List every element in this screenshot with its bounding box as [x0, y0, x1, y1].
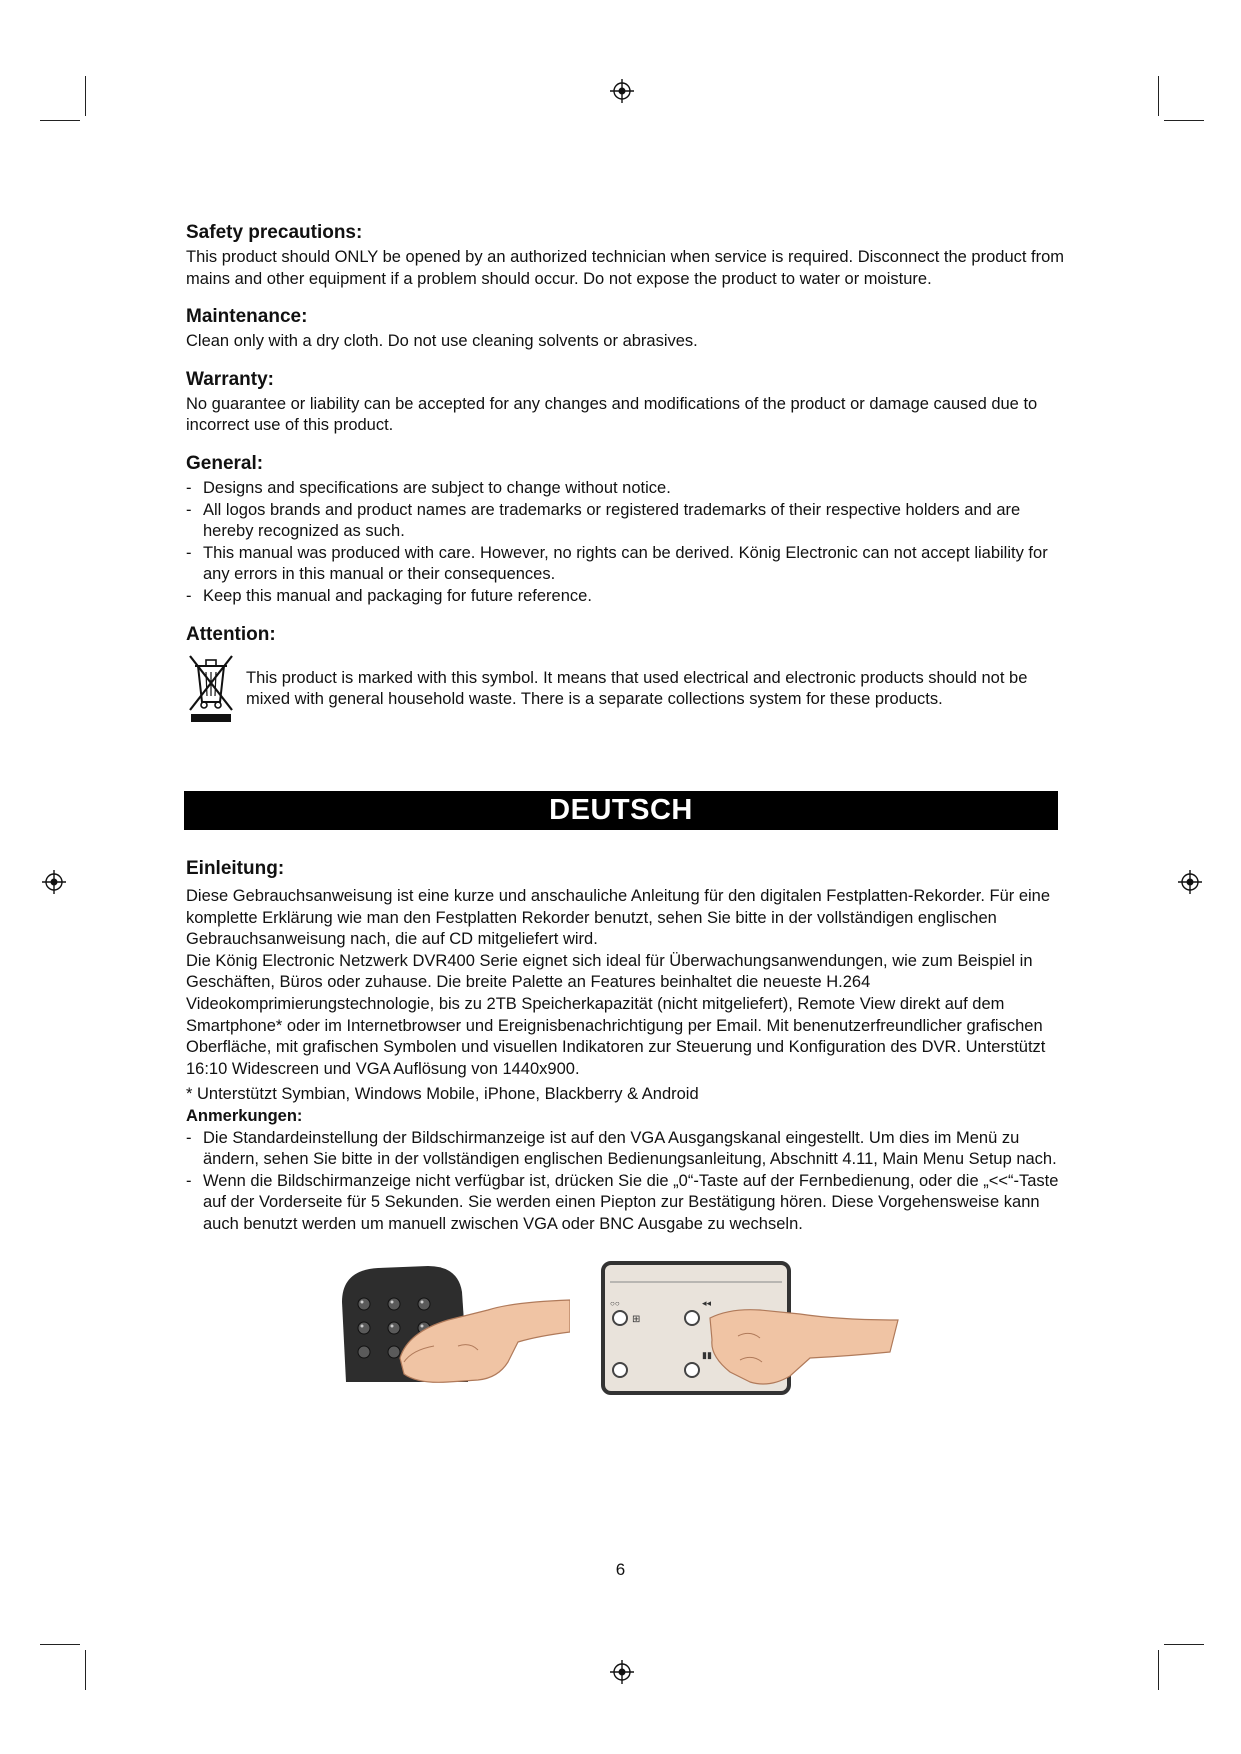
- german-section: [186, 858, 1066, 1236]
- language-banner: DEUTSCH: [184, 791, 1058, 830]
- attention-section: [186, 624, 1066, 724]
- list-item: - Wenn die Bildschirmanzeige nicht verfügbar ist, drücken Sie die „0“-Taste auf der Fernbedienung, oder die „<<“-Taste auf der Vorderseite für 5 Sekunden. Sie werden einen Piepton zur Bestätigung hören. Diese Vorgehensweise kann auch benutzt werden um manuell zwischen VGA oder BNC Ausgabe zu wechseln.: [186, 1171, 1066, 1236]
- registration-mark-icon: [1177, 869, 1203, 895]
- attention-row: [186, 654, 1066, 724]
- einleitung-para-1: Diese Gebrauchsanweisung ist eine kurze und anschauliche Anleitung für den digitalen Festplatten-Rekorder. Für eine komplette Erklärung wie man den Festplatten Rekorder benutzt, sehen Sie bitte in der vollständigen englischen Gebrauchsanweisung nach, die auf CD mitgeliefert wird.: [186, 887, 1051, 949]
- dvr-front-panel-photo: [600, 1260, 900, 1398]
- list-item: - Keep this manual and packaging for future reference.: [186, 586, 1066, 608]
- crop-mark: [40, 1644, 80, 1645]
- maintenance-section: [186, 306, 1066, 353]
- list-item: - Die Standardeinstellung der Bildschirmanzeige ist auf den VGA Ausgangskanal eingestellt. Um dies im Menü zu ändern, sehen Sie bitte in der vollständigen englischen Bedienungsanleitung, Abschnitt 4.11, Main Menu Setup nach.: [186, 1128, 1066, 1171]
- english-section: [186, 222, 1066, 740]
- svg-text:▮▮: ▮▮: [702, 1350, 712, 1360]
- crop-mark: [1158, 76, 1159, 116]
- remote-control-photo: [338, 1262, 570, 1392]
- crop-mark: [85, 76, 86, 116]
- crop-mark: [1164, 1644, 1204, 1645]
- warranty-heading: Warranty:: [186, 368, 274, 390]
- warranty-text: No guarantee or liability can be accepted for any changes and modifications of the product or damage caused due to incorrect use of this product.: [186, 394, 1038, 435]
- maintenance-heading: Maintenance:: [186, 306, 308, 328]
- page-number: 6: [615, 1560, 626, 1579]
- safety-heading: Safety precautions:: [186, 222, 363, 243]
- notes-list: [186, 1128, 1066, 1236]
- general-list: [186, 478, 1066, 608]
- einleitung-heading: Einleitung:: [186, 858, 285, 879]
- svg-text:○○: ○○: [610, 1299, 620, 1308]
- attention-text: This product is marked with this symbol. It means that used electrical and electronic products should not be mixed with general household waste. There is a separate collections system for these products.: [246, 668, 1028, 709]
- maintenance-text: Clean only with a dry cloth. Do not use cleaning solvents or abrasives.: [186, 332, 698, 351]
- list-item: - All logos brands and product names are trademarks or registered trademarks of their respective holders and are hereby recognized as such.: [186, 500, 1066, 543]
- crop-mark: [40, 120, 80, 121]
- crop-mark: [85, 1650, 86, 1690]
- safety-section: [186, 222, 1066, 290]
- crop-mark: [1158, 1650, 1159, 1690]
- footnote: * Unterstützt Symbian, Windows Mobile, iPhone, Blackberry & Android: [186, 1085, 699, 1104]
- crop-mark: [1164, 120, 1204, 121]
- general-heading: General:: [186, 452, 264, 474]
- general-section: [186, 453, 1066, 608]
- warranty-section: [186, 369, 1066, 437]
- safety-text: This product should ONLY be opened by an authorized technician when service is required. Disconnect the product from mains and other equipment if a problem should occur. Do not expose the product to water or moisture.: [186, 248, 1065, 288]
- svg-text:⊞: ⊞: [632, 1314, 641, 1325]
- list-item: - This manual was produced with care. However, no rights can be derived. König Electronic can not accept liability for any errors in this manual or their consequences.: [186, 543, 1066, 586]
- einleitung-para-2: Die König Electronic Netzwerk DVR400 Serie eignet sich ideal für Überwachungsanwendungen, wie zum Beispiel in Geschäften, Büros oder zuhause. Die breite Palette an Features beinhaltet die neueste H.264 Videokomprimierungstechnologie, bis zu 2TB Speicherkapazität (nicht mitgeliefert), Remote View direkt auf dem Smartphone* oder im Internetbrowser und Ereignisbenachrichtigung per Email. Mit benenutzerfreundlicher grafischen Oberfläche, mit grafischen Symbolen und visuellen Indikatoren zur Steuerung und Konfiguration des DVR. Unterstützt 16:10 Widescreen und VGA Auflösung von 1440x900.: [186, 951, 1046, 1078]
- list-item: - Designs and specifications are subject to change without notice.: [186, 478, 1066, 500]
- weee-bin-icon: [186, 654, 236, 724]
- notes-heading: Anmerkungen:: [186, 1106, 303, 1125]
- registration-mark-icon: [41, 869, 67, 895]
- svg-text:◂◂: ◂◂: [702, 1298, 712, 1308]
- registration-mark-icon: [609, 78, 635, 104]
- registration-mark-icon: [609, 1659, 635, 1685]
- attention-heading: Attention:: [186, 623, 276, 645]
